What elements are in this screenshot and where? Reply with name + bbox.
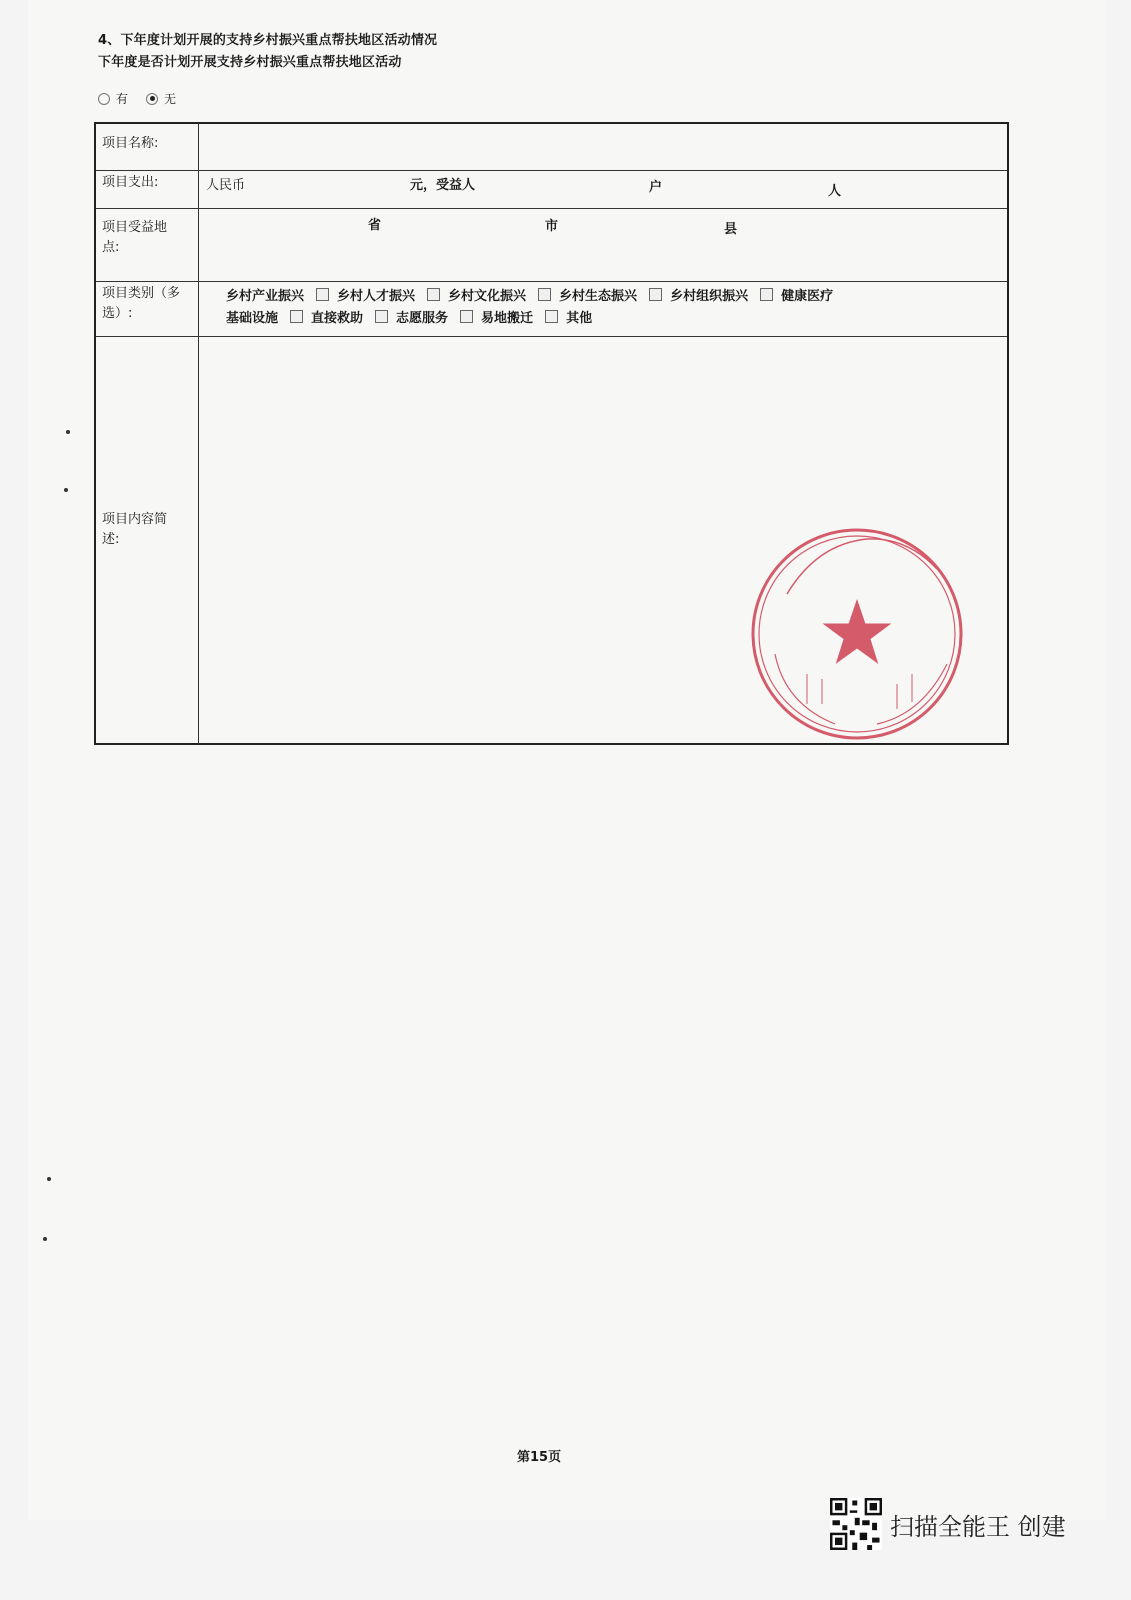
scanner-watermark — [830, 1498, 1066, 1550]
category-row-1 — [226, 285, 833, 304]
radio-yes-label: 有 — [116, 92, 129, 106]
content-label-1: 项目内容简 — [102, 512, 168, 527]
category-label: 健康医疗 — [781, 289, 834, 304]
category-label: 志愿服务 — [396, 311, 449, 326]
row-divider — [96, 336, 1007, 337]
column-divider — [198, 124, 199, 743]
category-checkbox[interactable] — [427, 288, 440, 301]
category-checkbox[interactable] — [538, 288, 551, 301]
radio-yes[interactable] — [98, 93, 110, 105]
watermark-text: 扫描全能王 创建 — [890, 1512, 1066, 1541]
section-title: 4、下年度计划开展的支持乡村振兴重点帮扶地区活动情况 — [98, 33, 438, 48]
category-label: 其他 — [566, 311, 593, 326]
expense-unit: 元，受益人 — [410, 178, 476, 193]
scan-speck — [64, 488, 68, 492]
expense-currency: 人民币 — [206, 178, 246, 193]
row-divider — [96, 208, 1007, 209]
location-label-1: 项目受益地 — [102, 220, 168, 235]
page-number: 第15页 — [517, 1450, 562, 1465]
radio-no-label: 无 — [164, 92, 177, 106]
category-label-2: 选）: — [102, 306, 133, 321]
qr-code-icon — [830, 1498, 882, 1550]
name-label: 项目名称: — [102, 136, 159, 151]
location-label-2: 点: — [102, 240, 120, 255]
category-checkbox[interactable] — [649, 288, 662, 301]
province-unit: 省 — [368, 218, 382, 233]
row-divider — [96, 281, 1007, 282]
category-checkbox[interactable] — [290, 310, 303, 323]
category-checkbox[interactable] — [460, 310, 473, 323]
category-label: 乡村文化振兴 — [448, 289, 527, 304]
county-unit: 县 — [724, 222, 738, 237]
scan-speck — [66, 430, 70, 434]
category-checkbox[interactable] — [760, 288, 773, 301]
city-unit: 市 — [545, 219, 559, 234]
category-label: 乡村组织振兴 — [670, 289, 749, 304]
category-checkbox[interactable] — [545, 310, 558, 323]
category-label: 乡村产业振兴 — [226, 289, 305, 304]
category-label: 易地搬迁 — [481, 311, 534, 326]
section-question: 下年度是否计划开展支持乡村振兴重点帮扶地区活动 — [98, 55, 402, 70]
category-label: 基础设施 — [226, 311, 279, 326]
plan-radio-group — [98, 90, 188, 107]
expense-label: 项目支出: — [102, 175, 159, 190]
scan-speck — [47, 1177, 51, 1181]
category-label: 直接救助 — [311, 311, 364, 326]
radio-no[interactable] — [146, 93, 158, 105]
category-label: 乡村生态振兴 — [559, 289, 638, 304]
category-checkbox[interactable] — [375, 310, 388, 323]
name-field[interactable] — [206, 130, 996, 164]
row-divider — [96, 170, 1007, 171]
category-row-2 — [226, 307, 592, 326]
category-label-1: 项目类别（多 — [102, 286, 181, 301]
content-label-2: 述: — [102, 532, 120, 547]
scan-speck — [43, 1237, 47, 1241]
household-unit: 户 — [649, 180, 663, 195]
category-checkbox[interactable] — [316, 288, 329, 301]
official-seal-icon — [747, 524, 967, 744]
person-unit: 人 — [828, 184, 842, 199]
category-label: 乡村人才振兴 — [337, 289, 416, 304]
